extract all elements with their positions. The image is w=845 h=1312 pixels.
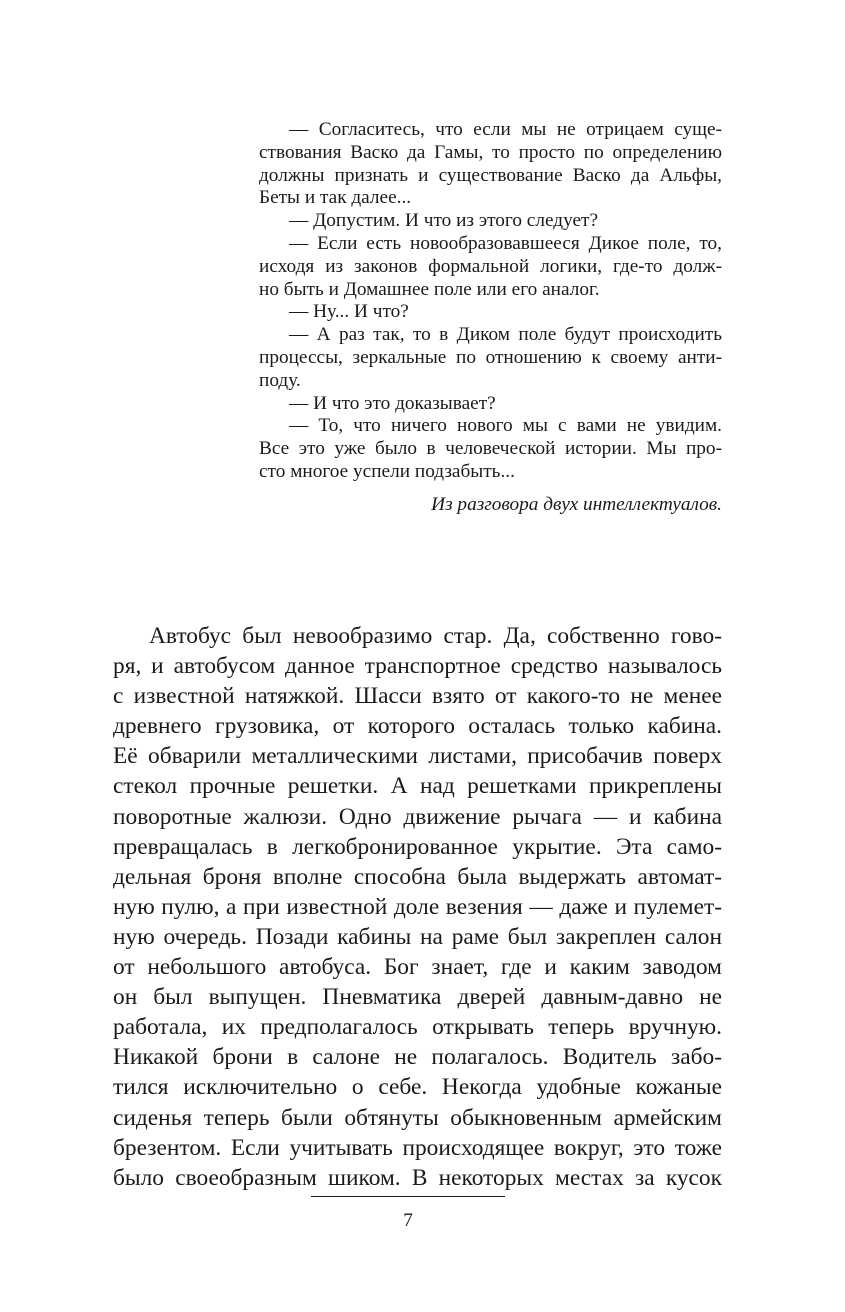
epigraph-line: должны признать и существование Васко да Альфы, [259, 164, 722, 186]
epigraph-line: но быть и Домашнее поле или его аналог. [259, 278, 600, 300]
epigraph-line: — Если есть новообразовавшееся Дикое поле, то, [289, 232, 722, 254]
epigraph-line: — А раз так, то в Диком поле будут происходить [289, 324, 722, 346]
paragraph-line: было своеобразным шиком. В некоторых местах за кусок [113, 1164, 722, 1191]
paragraph-line: от небольшого автобуса. Бог знает, где и каким заводом [113, 954, 722, 981]
paragraph-line: древнего грузовика, от которого осталась только кабина. [113, 713, 722, 740]
epigraph-line: — И что это доказывает? [289, 392, 496, 414]
epigraph-line: — Допустим. И что из этого следует? [289, 210, 599, 232]
epigraph-line: — То, что ничего нового мы с вами не увидим. [289, 415, 722, 437]
epigraph-line: — Ну... И что? [289, 301, 409, 323]
paragraph-line: Её обварили металлическими листами, присобачив поверх [113, 743, 722, 770]
epigraph-line: исходя из законов формальной логики, где-то долж- [259, 255, 722, 277]
paragraph-line: стекол прочные решетки. А над решетками прикреплены [113, 773, 722, 800]
epigraph-line: процессы, зеркальные по отношению к своему анти- [259, 346, 722, 368]
paragraph-line: ную очередь. Позади кабины на раме был закреплен салон [113, 923, 722, 950]
paragraph-line: ную пулю, а при известной доле везения — даже и пулемет- [113, 893, 722, 920]
paragraph-line: брезентом. Если учитывать происходящее вокруг, это тоже [113, 1134, 722, 1161]
epigraph-line: поду. [259, 369, 301, 391]
paragraph-line: сиденья теперь были обтянуты обыкновенным армейским [113, 1104, 722, 1131]
epigraph-line: сто многое успели подзабыть... [259, 460, 515, 482]
paragraph-line: дельная броня вполне способна была выдержать автомат- [113, 863, 722, 890]
paragraph-line: с известной натяжкой. Шасси взято от какого-то не менее [113, 683, 722, 710]
epigraph-line: Беты и так далее... [259, 187, 412, 209]
paragraph-line: Автобус был невообразимо стар. Да, собственно гово- [149, 623, 722, 649]
epigraph [259, 119, 722, 517]
epigraph-line: Все это уже было в человеческой истории. Мы про- [259, 438, 722, 460]
footer-rule [311, 1196, 505, 1197]
paragraph-line: работала, их предполагалось открывать теперь вручную. [113, 1014, 722, 1041]
paragraph-line: Никакой брони в салоне не полагалось. Водитель забо- [113, 1044, 722, 1071]
paragraph-line: превращалась в легкобронированное укрытие. Эта само- [113, 833, 722, 860]
paragraph-line: поворотные жалюзи. Одно движение рычага — и кабина [113, 803, 722, 830]
epigraph-source: Из разговора двух интеллектуалов. [431, 493, 722, 515]
paragraph-line: тился исключительно о себе. Некогда удобные кожаные [113, 1074, 722, 1101]
epigraph-line: ствования Васко да Гамы, то просто по определению [259, 141, 722, 163]
epigraph-line: — Согласитесь, что если мы не отрицаем суще- [289, 119, 722, 140]
paragraph-line: ря, и автобусом данное транспортное средство называлось [113, 653, 722, 680]
main-text [113, 621, 722, 1193]
paragraph-line: он был выпущен. Пневматика дверей давным-давно не [113, 984, 722, 1011]
page-number: 7 [403, 1210, 413, 1231]
